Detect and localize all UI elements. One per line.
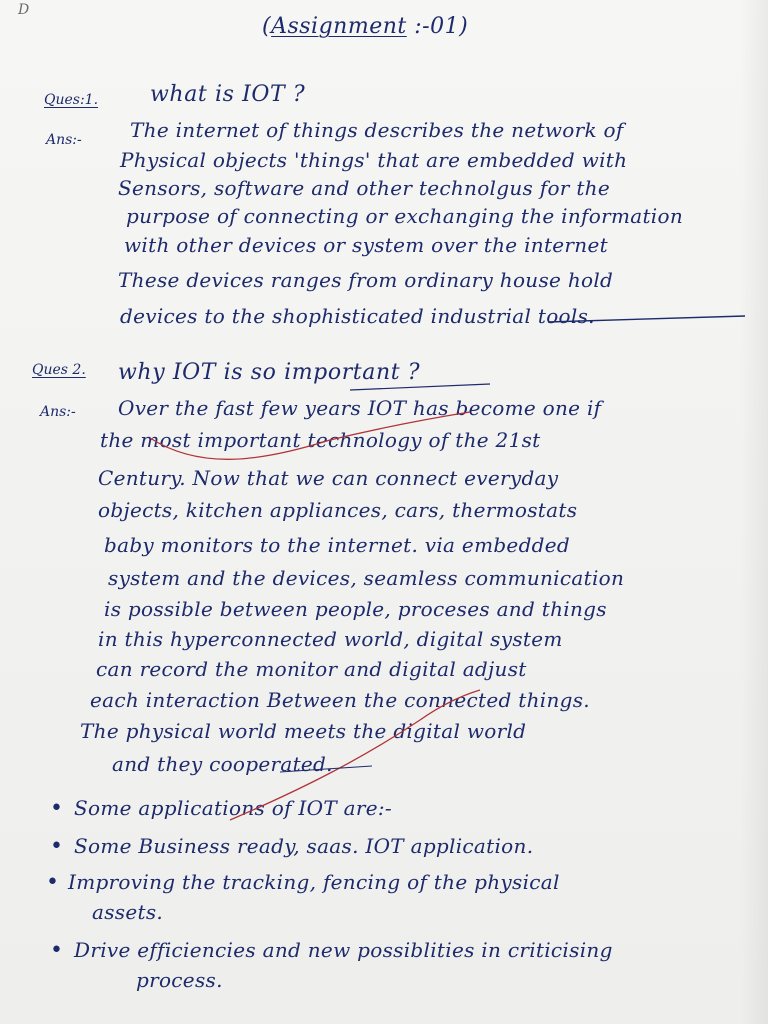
bullet-item: Some Business ready, saas. IOT application. bbox=[74, 834, 534, 858]
question-1-label: Ques:1. bbox=[44, 92, 99, 108]
bullet-dot: • bbox=[50, 796, 63, 821]
answer-1-label: Ans:- bbox=[46, 132, 82, 148]
answer-1-line: purpose of connecting or exchanging the information bbox=[126, 204, 683, 228]
question-2-text: why IOT is so important ? bbox=[118, 360, 421, 385]
answer-1-line: Physical objects 'things' that are embedded with bbox=[120, 148, 628, 172]
title-close-paren: ) bbox=[459, 14, 469, 39]
answer-1-line: These devices ranges from ordinary house hold bbox=[118, 268, 614, 292]
bullet-item: Some applications of IOT are:- bbox=[74, 796, 392, 820]
answer-2-line: Over the fast few years IOT has become one if bbox=[118, 396, 602, 420]
answer-2-label: Ans:- bbox=[40, 404, 76, 420]
answer-2-line: can record the monitor and digital adjust bbox=[96, 657, 527, 681]
answer-2-line: system and the devices, seamless communication bbox=[108, 566, 625, 590]
page-title bbox=[262, 14, 468, 39]
bullet-dot: • bbox=[50, 834, 63, 859]
question-1-text: what is IOT ? bbox=[150, 82, 306, 107]
answer-2-line: is possible between people, proceses and things bbox=[104, 597, 607, 621]
title-main: Assignment bbox=[271, 14, 407, 39]
answer-2-line: each interaction Between the connected things. bbox=[90, 688, 590, 712]
answer-2-line: Century. Now that we can connect everyday bbox=[98, 466, 559, 490]
bullet-item-continuation: process. bbox=[136, 968, 223, 992]
answer-1-line: with other devices or system over the internet bbox=[124, 233, 608, 257]
bullet-dot: • bbox=[46, 870, 59, 895]
answer-2-line: the most important technology of the 21st bbox=[100, 428, 541, 452]
title-open-paren: ( bbox=[262, 14, 272, 39]
question-2-label: Ques 2. bbox=[32, 362, 86, 378]
answer-1-line: The internet of things describes the network of bbox=[130, 118, 624, 142]
bullet-item-continuation: assets. bbox=[92, 900, 164, 924]
bullet-item: Improving the tracking, fencing of the physical bbox=[68, 870, 560, 894]
answer-2-line: objects, kitchen appliances, cars, thermostats bbox=[98, 498, 578, 522]
bullet-dot: • bbox=[50, 938, 63, 963]
corner-mark: D bbox=[18, 2, 30, 18]
page-edge-shadow bbox=[740, 0, 768, 1024]
answer-1-line: devices to the shophisticated industrial tools. bbox=[120, 304, 595, 328]
answer-1-line: Sensors, software and other technolgus for the bbox=[118, 176, 610, 200]
answer-2-line: in this hyperconnected world, digital system bbox=[98, 627, 563, 651]
answer-2-line: and they cooperated. bbox=[112, 752, 333, 776]
bullet-item: Drive efficiencies and new possiblities in criticising bbox=[74, 938, 613, 962]
answer-2-line: baby monitors to the internet. via embedded bbox=[104, 533, 571, 557]
title-suffix: :-01 bbox=[414, 14, 460, 39]
answer-2-line: The physical world meets the digital world bbox=[80, 719, 527, 743]
